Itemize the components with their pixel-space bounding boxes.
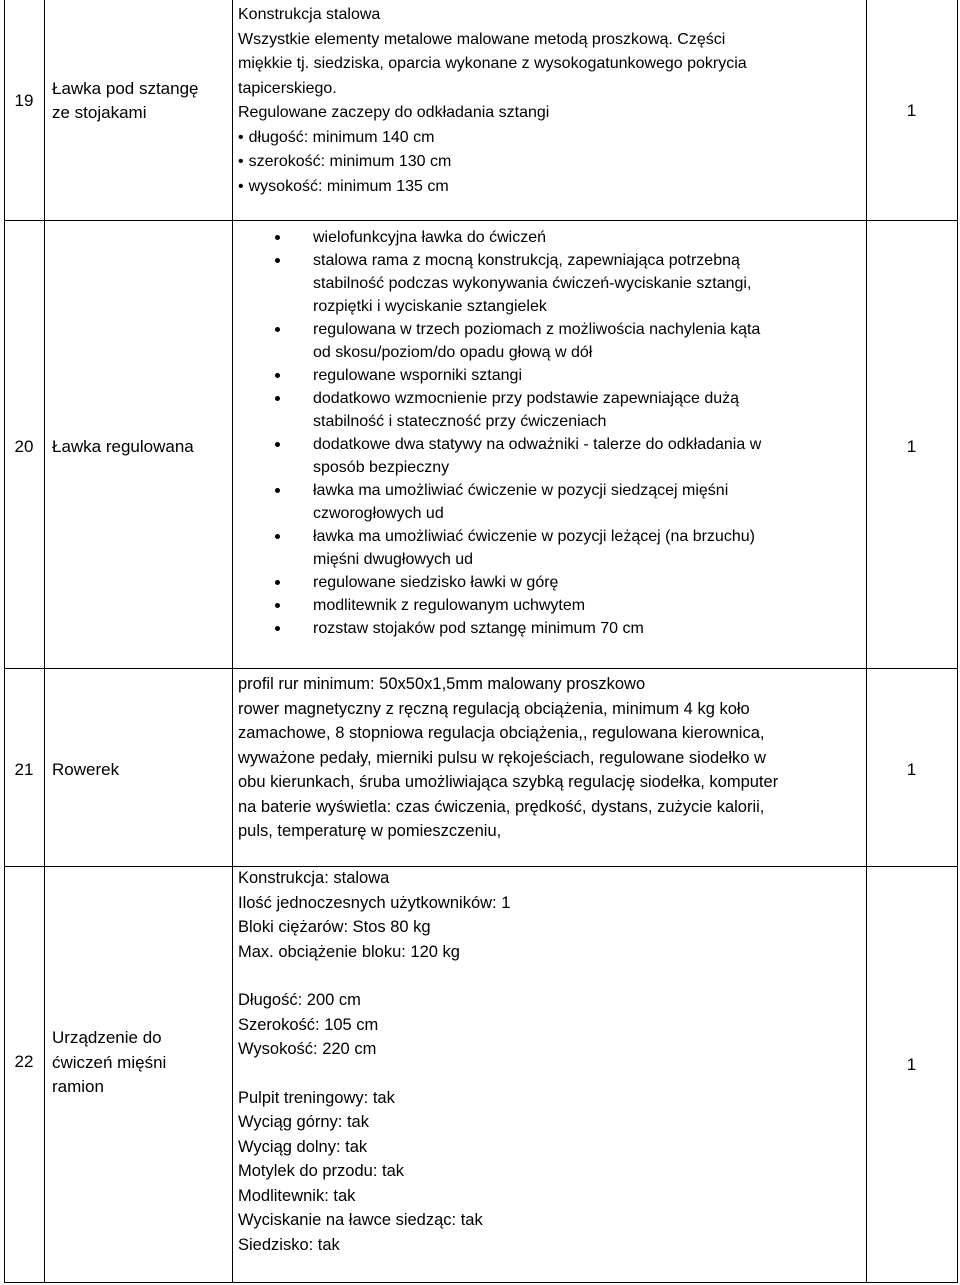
desc-line: Siedzisko: tak	[238, 1235, 340, 1254]
desc-line: Motylek do przodu: tak	[238, 1162, 404, 1180]
list-item: regulowane siedzisko ławki w górę	[238, 571, 863, 594]
name-line: Urządzenie do	[52, 1028, 162, 1047]
row-quantity: 1	[906, 1055, 917, 1074]
desc-line: tapicerskiego.	[238, 79, 337, 97]
col-divider-name	[232, 0, 233, 1283]
list-item: dodatkowo wzmocnienie przy podstawie zapewniające dużą stabilność i stateczność przy ćwiczeniach	[238, 387, 863, 433]
desc-line: Wyciąg dolny: tak	[238, 1137, 368, 1156]
desc-line: puls, temperaturę w pomieszczeniu,	[238, 822, 502, 840]
row-number: 20	[14, 437, 34, 456]
desc-bullet: • wysokość: minimum 135 cm	[238, 175, 863, 200]
desc-bullet: • szerokość: minimum 130 cm	[238, 150, 863, 175]
desc-bullet: • długość: minimum 140 cm	[238, 126, 863, 151]
list-item: ławka ma umożliwiać ćwiczenie w pozycji siedzącej mięśni czworogłowych ud	[238, 479, 863, 525]
desc-line: Wysokość: 220 cm	[238, 1040, 377, 1058]
desc-line: Modlitewnik: tak	[238, 1186, 356, 1205]
desc-line: Pulpit treningowy: tak	[238, 1088, 395, 1107]
list-item: wielofunkcyjna ławka do ćwiczeń	[238, 226, 863, 249]
col-divider-desc	[866, 0, 867, 1283]
row-number: 22	[14, 1052, 34, 1071]
row-quantity: 1	[906, 101, 917, 120]
list-item: regulowana w trzech poziomach z możliwościa nachylenia kąta od skosu/poziom/do opadu głową w dół	[238, 318, 863, 364]
desc-line: Długość: 200 cm	[238, 991, 361, 1009]
row-quantity: 1	[906, 760, 917, 779]
desc-line: Wyciąg górny: tak	[238, 1113, 369, 1131]
spacer	[238, 1062, 863, 1086]
desc-line: Wszystkie elementy metalowe malowane metodą proszkową. Części	[238, 30, 726, 48]
row-name	[52, 758, 228, 783]
row-divider-20-21	[4, 668, 957, 669]
desc-line: Bloki ciężarów: Stos 80 kg	[238, 918, 431, 936]
desc-line: Ilość jednoczesnych użytkowników: 1	[238, 893, 511, 912]
row-divider-19-20	[4, 220, 957, 221]
desc-line: wyważone pedały, mierniki pulsu w rękojeściach, regulowane siodełko w	[238, 748, 766, 767]
desc-line: profil rur minimum: 50x50x1,5mm malowany proszkowo	[238, 675, 646, 693]
table-border-right	[957, 0, 958, 1283]
list-item: regulowane wsporniki sztangi	[238, 364, 863, 387]
feature-list	[238, 226, 863, 640]
list-item: ławka ma umożliwiać ćwiczenie w pozycji leżącej (na brzuchu) mięśni dwugłowych ud	[238, 525, 863, 571]
list-item: dodatkowe dwa statywy na odważniki - talerze do odkładania w sposób bezpieczny	[238, 433, 863, 479]
list-item: modlitewnik z regulowanym uchwytem	[238, 594, 863, 617]
row-name	[52, 77, 228, 125]
list-item: rozstaw stojaków pod sztangę minimum 70 cm	[238, 617, 863, 640]
row-description	[238, 672, 863, 844]
desc-line: na baterie wyświetla: czas ćwiczenia, prędkość, dystans, zużycie kalorii,	[238, 797, 765, 816]
row-quantity: 1	[906, 437, 917, 456]
row-number: 21	[14, 760, 34, 779]
desc-line: miękkie tj. siedziska, oparcia wykonane z wysokogatunkowego pokrycia	[238, 55, 747, 72]
desc-line: Regulowane zaczepy do odkładania sztangi	[238, 104, 550, 121]
desc-line: Konstrukcja: stalowa	[238, 869, 390, 887]
spacer	[238, 964, 863, 988]
desc-line: Konstrukcja stalowa	[238, 6, 381, 23]
name-line: ćwiczeń mięśni	[52, 1052, 167, 1072]
desc-line: Wyciskanie na ławce siedząc: tak	[238, 1211, 483, 1229]
desc-line: zamachowe, 8 stopniowa regulacja obciążenia,, regulowana kierownica,	[238, 724, 765, 742]
col-divider-number	[44, 0, 45, 1283]
list-item: stalowa rama z mocną konstrukcją, zapewniająca potrzebną stabilność podczas wykonywania ćwiczeń-wyciskanie sztangi, rozpiętki i wyciskanie sztangielek	[238, 249, 863, 318]
desc-line: rower magnetyczny z ręczną regulacją obciążenia, minimum 4 kg koło	[238, 699, 750, 718]
desc-line: obu kierunkach, śruba umożliwiająca szybką regulację siodełka, komputer	[238, 773, 779, 791]
name-line: ze stojakami	[52, 103, 147, 122]
desc-line: Szerokość: 105 cm	[238, 1015, 379, 1034]
name-line: Rowerek	[52, 760, 120, 779]
row-name	[52, 1026, 228, 1100]
row-description	[238, 3, 863, 199]
row-name	[52, 435, 228, 460]
row-number: 19	[14, 91, 34, 110]
name-line: Ławka regulowana	[52, 437, 194, 456]
table-border-bottom	[4, 1282, 957, 1283]
name-line: Ławka pod sztangę	[52, 79, 199, 98]
name-line: ramion	[52, 1077, 104, 1096]
row-description	[238, 226, 863, 640]
row-description	[238, 866, 863, 1257]
desc-line: Max. obciążenie bloku: 120 kg	[238, 942, 460, 961]
table-border-left	[4, 0, 5, 1283]
